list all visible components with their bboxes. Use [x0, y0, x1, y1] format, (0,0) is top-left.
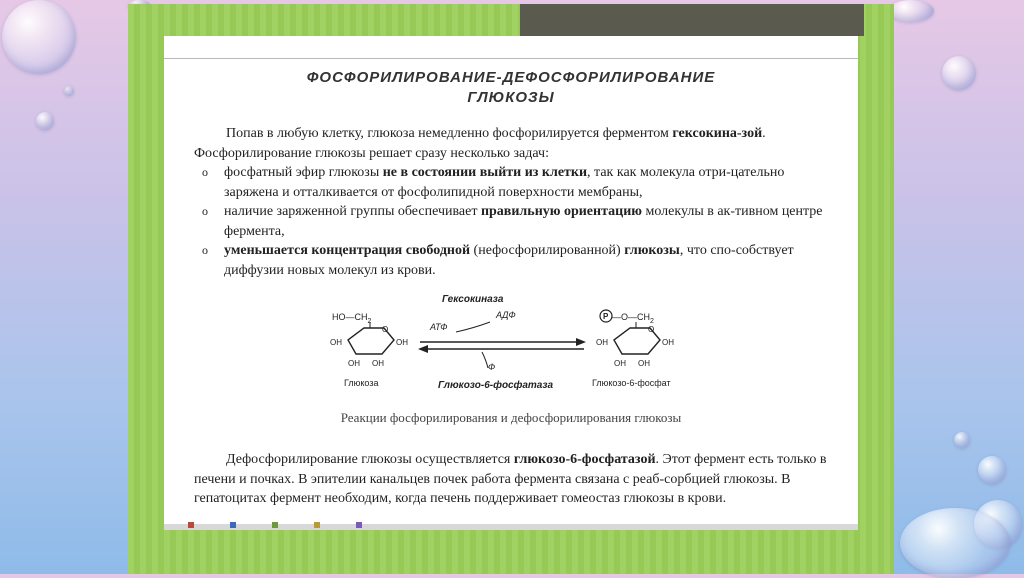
reaction-diagram	[314, 288, 714, 396]
toolbar-marker	[188, 522, 194, 528]
glucose-structure	[330, 312, 408, 388]
svg-text:—O—CH2: $—O—CH_2$	[612, 312, 654, 325]
closing-paragraph: Дефосфорилирование глюкозы осуществляется глюкозо-6-фосфатазой. Этот фермент есть только в печени и почках. В эпителии канальцев почек работа фермента связана с реаб-сорбцией глюкозы. В гепатоцитах фермент необходим, когда печень поддерживает гомеостаз глюкозы в крови.	[194, 452, 827, 506]
svg-text:HO—CH2: $HO—CH_2$	[332, 312, 372, 325]
bullet-marker: o	[202, 243, 208, 257]
svg-text:P: P	[603, 312, 609, 321]
svg-text:Ф: Ф	[488, 362, 496, 372]
list-item: o уменьшается концентрация свободной (нефосфорилированной) глюкозы, что спо-собствует диффузии новых молекул из крови.	[202, 243, 794, 278]
bubble-decoration	[64, 86, 74, 96]
glucose-6-phosphate-structure	[592, 310, 674, 388]
body-text	[194, 124, 828, 280]
bubble-decoration	[954, 432, 970, 448]
bottom-toolbar-strip	[164, 524, 858, 530]
page-title: ФОСФОРИЛИРОВАНИЕ-ДЕФОСФОРИЛИРОВАНИЕ	[306, 69, 716, 86]
svg-text:OH: OH	[372, 359, 384, 368]
header-rectangle	[520, 4, 864, 36]
hexokinase-label: Гексокиназа	[442, 294, 504, 305]
toolbar-marker	[314, 522, 320, 528]
svg-text:OH: OH	[348, 359, 360, 368]
svg-text:OH: OH	[638, 359, 650, 368]
document-page	[164, 36, 858, 524]
bubble-decoration	[978, 456, 1006, 484]
bubble-decoration	[942, 56, 976, 90]
svg-text:OH: OH	[614, 359, 626, 368]
intro-paragraph: Попав в любую клетку, глюкоза немедленно фосфорилируется ферментом гексокина-зой. Фосфорилирование глюкозы решает сразу несколько задач:	[194, 126, 766, 161]
svg-text:O: O	[648, 325, 655, 334]
bubble-decoration	[36, 112, 54, 130]
svg-text:O: O	[382, 325, 389, 334]
toolbar-marker	[272, 522, 278, 528]
svg-text:OH: OH	[330, 338, 342, 347]
top-divider	[164, 58, 858, 59]
bullet-marker: o	[202, 204, 208, 218]
page-title-line2: ГЛЮКОЗЫ	[467, 89, 555, 106]
figure-caption: Реакции фосфорилирования и дефосфорилирования глюкозы	[340, 410, 682, 425]
svg-text:OH: OH	[396, 338, 408, 347]
reaction-arrows	[418, 294, 586, 391]
bubble-decoration	[900, 508, 1010, 578]
g6pase-label: Глюкозо-6-фосфатаза	[438, 380, 554, 391]
bubble-decoration	[888, 0, 934, 22]
svg-text:OH: OH	[662, 338, 674, 347]
toolbar-marker	[356, 522, 362, 528]
bubble-decoration	[2, 0, 76, 74]
glucose-label: Глюкоза	[344, 378, 379, 388]
toolbar-marker	[230, 522, 236, 528]
svg-text:АТФ: АТФ	[430, 322, 448, 332]
list-item: o фосфатный эфир глюкозы не в состоянии выйти из клетки, так как молекула отри-цательно заряжена и отталкивается от фосфолипидной поверхности мембраны,	[202, 165, 785, 200]
g6p-label: Глюкозо-6-фосфат	[592, 378, 671, 388]
svg-text:OH: OH	[596, 338, 608, 347]
list-item: o наличие заряженной группы обеспечивает правильную ориентацию молекулы в ак-тивном центре фермента,	[202, 204, 823, 239]
svg-text:АДФ: АДФ	[496, 310, 516, 320]
bullet-marker: o	[202, 165, 208, 179]
